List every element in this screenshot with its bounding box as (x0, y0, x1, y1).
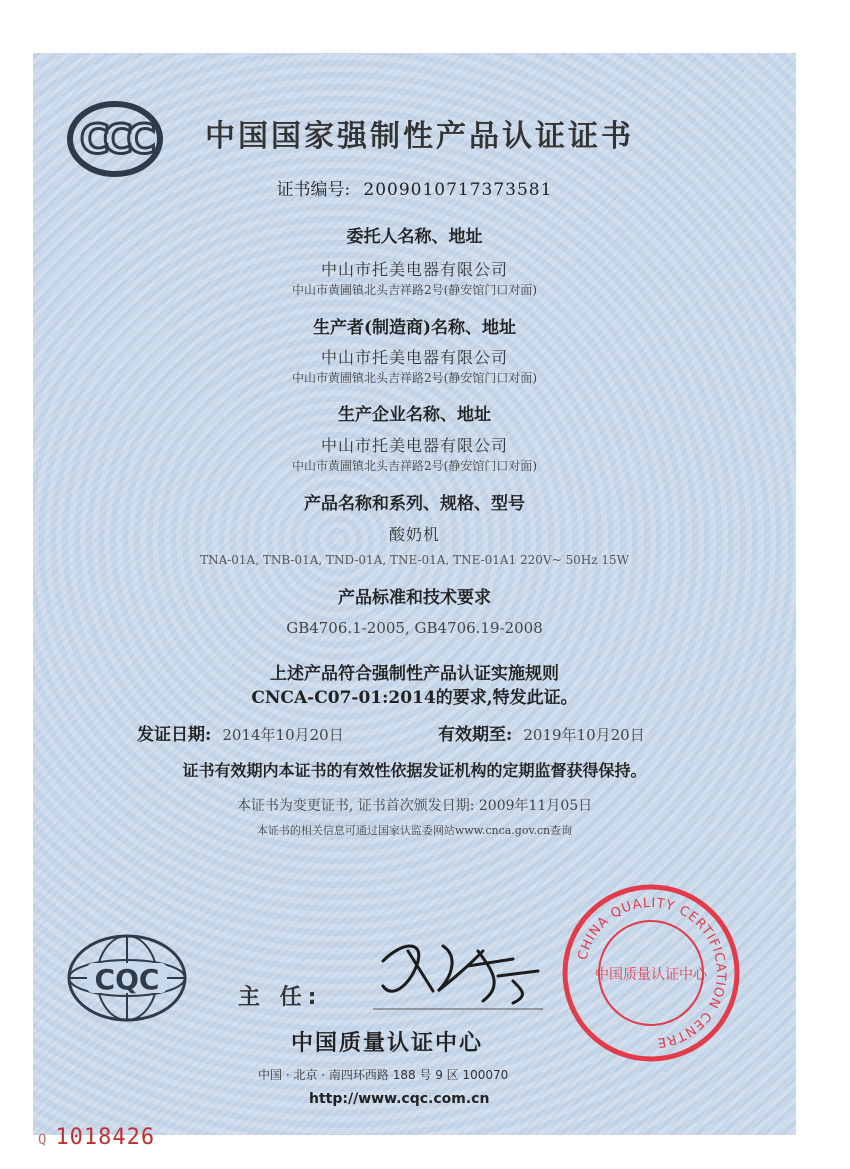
page-title: 中国国家强制性产品认证证书 (205, 119, 634, 154)
product-models: TNA-01A, TNB-01A, TND-01A, TNE-01A, TNE-01A1 220V~ 50Hz 15W (200, 553, 629, 567)
standards-heading: 产品标准和技术要求 (338, 588, 491, 608)
stamp-center-text: 中国质量认证中心 (595, 967, 707, 983)
website-note: 本证书的相关信息可通过国家认监委网站www.cnca.gov.cn查询 (256, 824, 573, 837)
product-name: 酸奶机 (388, 525, 440, 544)
valid-date-label: 有效期至: (438, 725, 513, 745)
cert-number-row (33, 175, 796, 200)
cert-number-label: 证书编号: (276, 180, 351, 200)
issuer-url: http://www.cqc.com.cn (309, 1091, 490, 1107)
manufacturer-heading: 生产者(制造商)名称、地址 (312, 318, 517, 338)
issue-date-label: 发证日期: (137, 725, 212, 745)
serial-prefix: Q (38, 1132, 48, 1148)
director-label: 主 任: (238, 985, 323, 1010)
factory-address: 中山市黄圃镇北头吉祥路2号(静安馆门口对面) (292, 459, 537, 473)
issuer-name: 中国质量认证中心 (291, 1031, 484, 1056)
serial-number-value: 1018426 (55, 1125, 156, 1150)
cqc-logo (65, 933, 189, 1023)
stamp-ring-text: CHINA QUALITY CERTIFICATION CENTRE (575, 895, 729, 1050)
issuer-address: 中国 · 北京 · 南四环西路 188 号 9 区 100070 (258, 1068, 509, 1082)
factory-name: 中山市托美电器有限公司 (320, 436, 508, 455)
applicant-name: 中山市托美电器有限公司 (320, 260, 508, 279)
validity-note: 证书有效期内本证书的有效性依据发证机构的定期监督获得保持。 (182, 761, 647, 780)
valid-date: 2019年10月20日 (523, 726, 645, 744)
director-signature (363, 931, 553, 1011)
compliance-line-1: 上述产品符合强制性产品认证实施规则 (270, 664, 559, 684)
manufacturer-address: 中山市黄圃镇北头吉祥路2号(静安馆门口对面) (292, 371, 537, 385)
manufacturer-name: 中山市托美电器有限公司 (320, 348, 508, 367)
applicant-address: 中山市黄圃镇北头吉祥路2号(静安馆门口对面) (292, 283, 537, 297)
factory-heading: 生产企业名称、地址 (338, 405, 491, 425)
product-heading: 产品名称和系列、规格、型号 (304, 494, 525, 514)
official-stamp (561, 883, 741, 1063)
compliance-line-2: CNCA-C07-01:2014的要求,特发此证。 (251, 688, 578, 708)
valid-date-row (438, 720, 645, 745)
standards-text: GB4706.1-2005, GB4706.19-2008 (286, 619, 543, 637)
ccc-logo-text: CCC (79, 117, 151, 163)
issue-date-row (137, 720, 344, 745)
applicant-heading: 委托人名称、地址 (346, 227, 483, 247)
certificate (33, 53, 796, 1135)
ccc-logo (67, 101, 163, 177)
issue-date: 2014年10月20日 (222, 726, 344, 744)
cqc-logo-text: CQC (94, 963, 160, 996)
cert-number: 2009010717373581 (363, 180, 553, 200)
change-note: 本证书为变更证书, 证书首次颁发日期: 2009年11月05日 (236, 798, 593, 814)
serial-number (38, 1125, 155, 1150)
